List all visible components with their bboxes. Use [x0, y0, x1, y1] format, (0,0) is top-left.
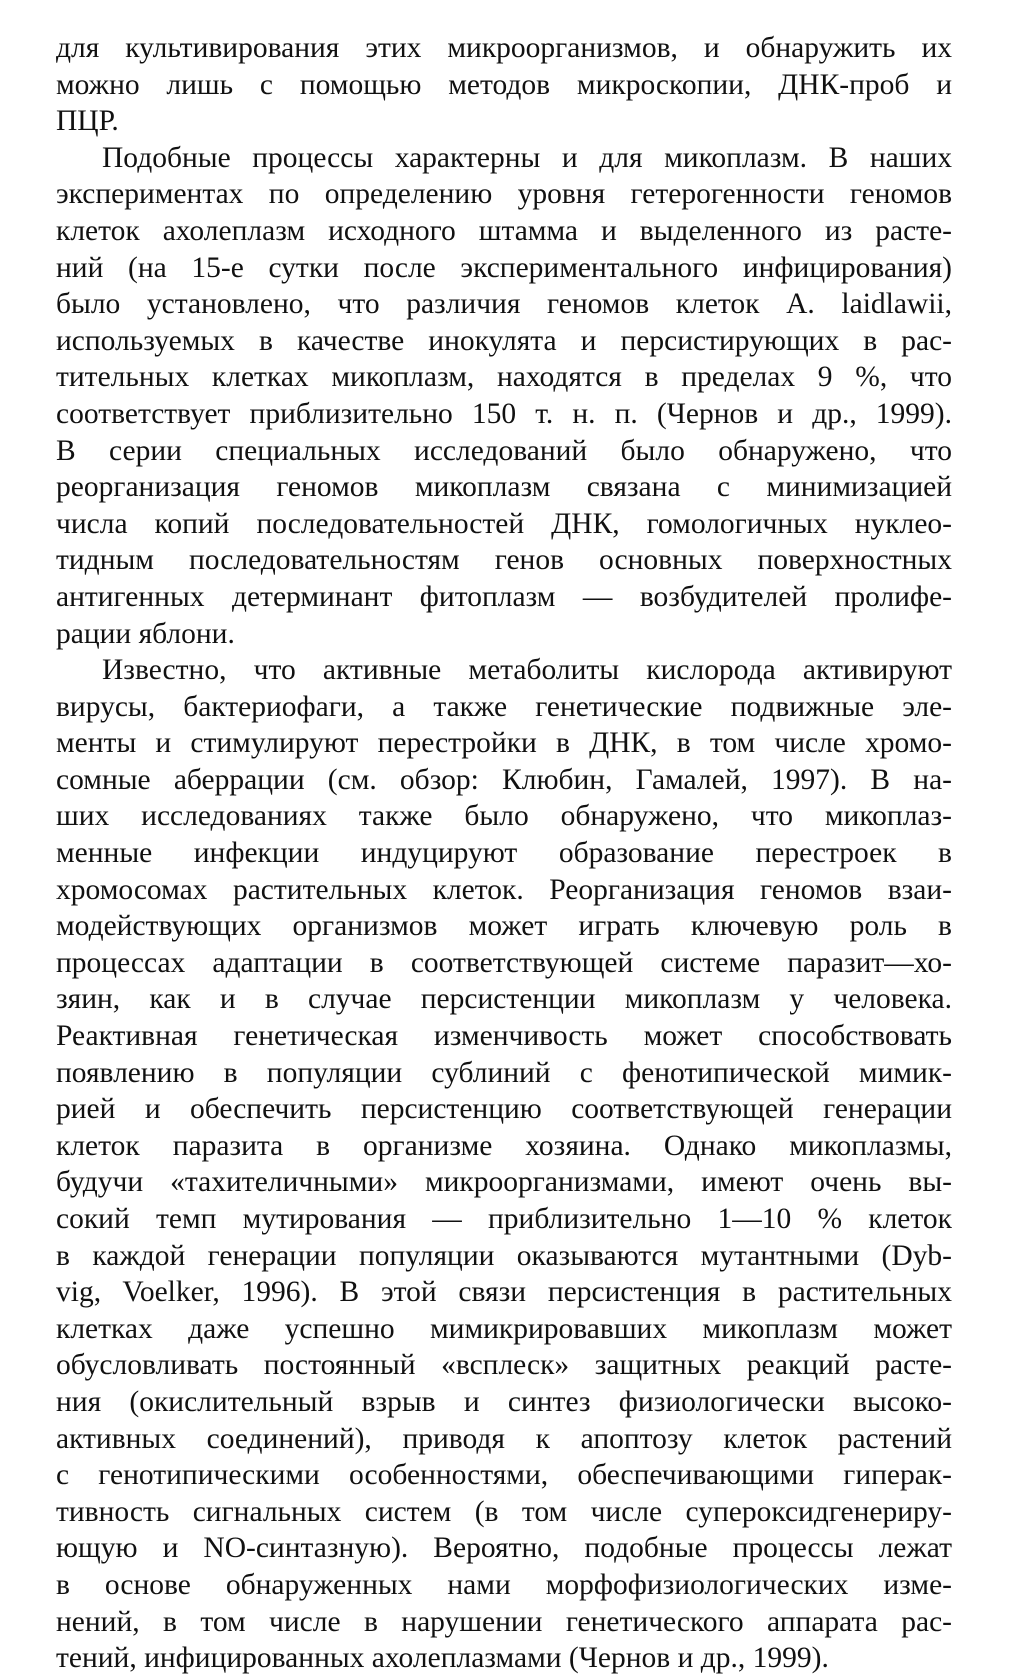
text-line-8: было установлено, что различия геномов клеток A. laidlawii,: [56, 288, 952, 321]
text-line-30: рией и обеспечить персистенцию соответствующей генерации: [56, 1093, 952, 1126]
text-line-10: тительных клетках микоплазм, находятся в пределах 9 %, что: [56, 361, 952, 394]
text-line-11: соответствует приблизительно 150 т. н. п. (Чернов и др., 1999).: [56, 397, 952, 430]
text-line-6: клеток ахолеплазм исходного штамма и выделенного из расте-: [56, 214, 952, 247]
text-line-38: ния (окислительный взрыв и синтез физиологически высоко-: [56, 1385, 952, 1418]
text-line-9: используемых в качестве инокулята и персистирующих в рас-: [56, 324, 952, 357]
text-line-5: экспериментах по определению уровня гетерогенности геномов: [56, 178, 952, 211]
text-line-32: будучи «тахителичными» микроорганизмами, имеют очень вы-: [56, 1166, 952, 1199]
text-line-12: В серии специальных исследований было обнаружено, что: [56, 434, 952, 467]
text-line-33: сокий темп мутирования — приблизительно 1—10 % клеток: [56, 1203, 952, 1235]
text-line-19: вирусы, бактериофаги, а также генетические подвижные эле-: [56, 690, 952, 723]
text-line-28: Реактивная генетическая изменчивость может способствовать: [56, 1020, 952, 1053]
text-line-44: нений, в том числе в нарушении генетического аппарата рас-: [56, 1605, 952, 1638]
text-line-21: сомные аберрации (см. обзор: Клюбин, Гамалей, 1997). В на-: [56, 763, 952, 796]
text-line-14: числа копий последовательностей ДНК, гомологичных нуклео-: [56, 507, 952, 540]
text-line-35: vig, Voelker, 1996). В этой связи персистенция в растительных: [56, 1276, 952, 1309]
text-line-3: ПЦР.: [56, 105, 119, 138]
text-line-39: активных соединений), приводя к апоптозу клеток растений: [56, 1422, 952, 1455]
text-line-42: ющую и NO-синтазную). Вероятно, подобные процессы лежат: [56, 1532, 952, 1565]
text-line-17: рации яблони.: [56, 617, 235, 650]
text-line-24: хромосомах растительных клеток. Реорганизация геномов взаи-: [56, 873, 952, 906]
text-line-1: для культивирования этих микроорганизмов, и обнаружить их: [56, 32, 952, 64]
text-line-7: ний (на 15-е сутки после экспериментального инфицирования): [56, 251, 952, 284]
text-line-20: менты и стимулируют перестройки в ДНК, в том числе хромо-: [56, 727, 952, 760]
text-line-31: клеток паразита в организме хозяина. Однако микоплазмы,: [56, 1129, 952, 1162]
text-line-13: реорганизация геномов микоплазм связана с минимизацией: [56, 471, 952, 504]
text-line-27: зяин, как и в случае персистенции микоплазм у человека.: [56, 983, 952, 1016]
text-line-41: тивность сигнальных систем (в том числе супероксидгенериру-: [56, 1495, 952, 1528]
text-line-40: с генотипическими особенностями, обеспечивающими гиперак-: [56, 1459, 952, 1492]
text-line-15: тидным последовательностям генов основных поверхностных: [56, 544, 952, 577]
text-line-16: антигенных детерминант фитоплазм — возбудителей пролифе-: [56, 580, 952, 613]
text-line-26: процессах адаптации в соответствующей системе паразит—хо-: [56, 946, 952, 979]
text-line-34: в каждой генерации популяции оказываются мутантными (Dyb-: [56, 1239, 952, 1272]
text-line-36: клетках даже успешно мимикрировавших микоплазм может: [56, 1312, 952, 1345]
text-line-4: Подобные процессы характерны и для микоплазм. В наших: [102, 141, 952, 174]
page-text: [56, 30, 952, 1677]
text-line-2: можно лишь с помощью методов микроскопии, ДНК-проб и: [56, 68, 952, 101]
text-line-43: в основе обнаруженных нами морфофизиологических изме-: [56, 1568, 952, 1601]
text-line-25: модействующих организмов может играть ключевую роль в: [56, 910, 952, 943]
text-line-23: менные инфекции индуцируют образование перестроек в: [56, 837, 952, 870]
text-line-29: появлению в популяции сублиний с фенотипической мимик-: [56, 1056, 952, 1089]
text-line-45: тений, инфицированных ахолеплазмами (Чернов и др., 1999).: [56, 1642, 829, 1675]
text-line-37: обусловливать постоянный «всплеск» защитных реакций расте-: [56, 1349, 952, 1382]
text-line-22: ших исследованиях также было обнаружено, что микоплаз-: [56, 800, 952, 833]
text-line-18: Известно, что активные метаболиты кислорода активируют: [102, 654, 952, 687]
